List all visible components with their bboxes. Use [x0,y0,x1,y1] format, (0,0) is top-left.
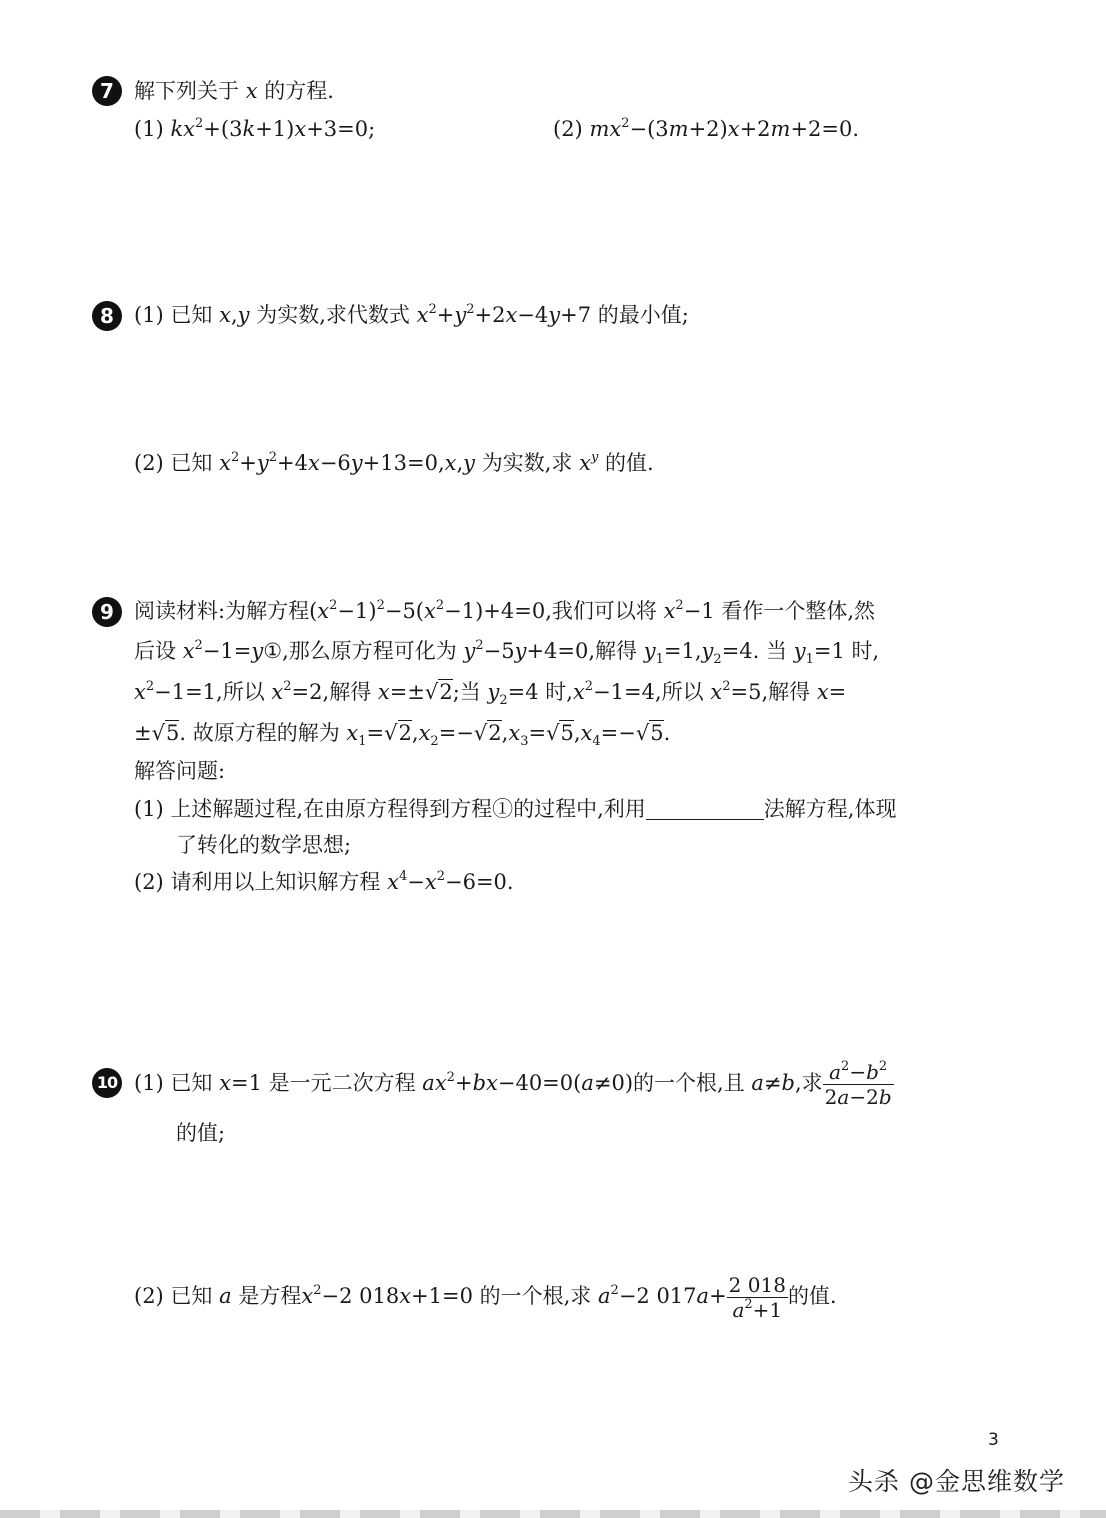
question-8-part-2: (2) 已知 $x^2+y^2+4x-6y+13=0,x,y$ 为实数,求 $x^y$ 的值. [134,450,654,475]
question-10-part-2: (2) 已知 a 是方程$x^2-2$ 018x+1=0 的一个根,求 $a^2-2$ 017a+ $\frac{2 018}{a^2+1}$ 的值. [134,1273,837,1322]
question-9-line-4: ±√5. 故原方程的解为 $x_1=√2,x_2=-√2,x_3=√5,x_4=-√5$. [134,721,671,749]
question-9-line-2: 后设 $x^2-1=y①$,那么原方程可化为 $y^2-5y+4=0$,解得 $y_1=1,y_2=4$. 当 $y_1=1$ 时, [134,638,880,667]
question-7-part-2: (2) $mx^2-(3m+2)x+2m+2=0$. [553,116,860,141]
question-7-part-1: (1) $kx^2+(3k+1)x+3=0$; [134,116,376,141]
page-number: 3 [988,1430,999,1450]
fraction-a2-b2: $\frac{a^2-b^2}{2a-2b}$ [824,1059,892,1109]
question-9-line-3: $x^2-1=1$,所以 $x^2=2$,解得 x=±√2;当 $y_2=4$ 时$,x^2-1=4$,所以 $x^2=5$,解得 x= [134,679,847,708]
fraction-2018: $\frac{2 018}{a^2+1}$ [728,1273,786,1322]
answer-blank[interactable] [646,799,764,820]
question-9-part-1: (1) 上述解题过程,在由原方程得到方程①的过程中,利用 法解方程,体现 [134,797,897,821]
question-9-badge: 9 [92,597,122,627]
question-10-badge: 10 [92,1068,122,1098]
question-9-line-1: 阅读材料:为解方程$(x^2-1)^2-5(x^2-1)+4=0$,我们可以将 $x^2-1$ 看作一个整体,然 [134,598,876,623]
watermark: 头杀 @金思维数学 [848,1467,1065,1496]
question-8-part-1: (1) 已知 x,y 为实数,求代数式 $x^2+y^2+2x-4y+7$ 的最小值; [134,302,689,327]
question-7-badge: 7 [92,76,122,106]
question-10-part-1-cont: 的值; [176,1121,226,1145]
question-9-answer-label: 解答问题: [134,759,226,783]
question-9-part-1-cont: 了转化的数学思想; [176,833,352,857]
question-7-stem: 解下列关于 x 的方程. [134,79,334,103]
question-10-part-1: (1) 已知 x=1 是一元二次方程 $ax^2+bx-40=0(a\ne 0)$的一个根,且 a≠b,求 $\frac{a^2-b^2}{2a-2b}$ [134,1059,892,1109]
question-9-part-2: (2) 请利用以上知识解方程 $x^4-x^2-6=0$. [134,869,514,894]
question-8-badge: 8 [92,301,122,331]
scan-edge [0,1510,1106,1518]
